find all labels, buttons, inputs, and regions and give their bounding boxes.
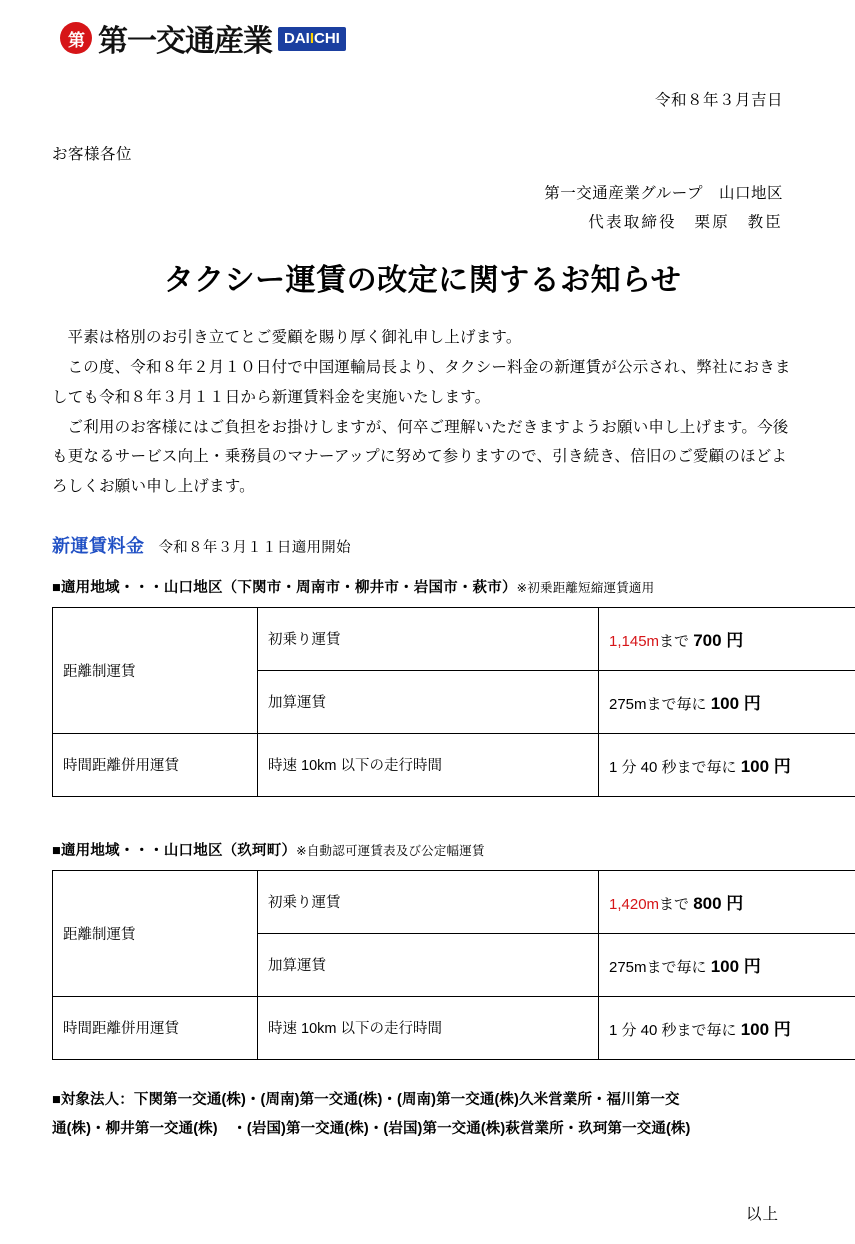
- addressee: お客様各位: [52, 142, 793, 164]
- fare-amount-6: 100 円: [741, 1020, 791, 1039]
- fare-type-distance-1: 距離制運賃: [53, 607, 258, 733]
- fare-amount-1: 700 円: [693, 631, 743, 650]
- company-group-line: 第一交通産業グループ 山口地区: [52, 180, 783, 209]
- table-row: [53, 996, 855, 1059]
- table-row: [53, 733, 855, 796]
- fare-distance-1: 1,145m: [609, 633, 659, 650]
- signer-block: [52, 180, 783, 237]
- body-paragraph-2: この度、令和８年２月１０日付で中国運輸局長より、タクシー料金の新運賃が公示され、弊社におきましても令和８年３月１１日から新運賃料金を実施いたします。: [52, 353, 793, 413]
- section-title: 新運賃料金: [52, 532, 145, 558]
- fare-table-1: [52, 607, 855, 797]
- fare-type-distance-2: 距離制運賃: [53, 870, 258, 996]
- fare-item-initial-1: 初乗り運賃: [258, 607, 599, 670]
- closing-mark: 以上: [52, 1202, 779, 1224]
- page-title: タクシー運賃の改定に関するお知らせ: [52, 255, 793, 299]
- fare-duration-2: 1 分 40 秒: [609, 1022, 677, 1039]
- fare-value-initial-1: [599, 607, 855, 670]
- fare-connector-4: まで: [659, 896, 693, 913]
- fare-distance-4: 1,420m: [609, 896, 659, 913]
- logo-circle-icon: 第: [60, 22, 92, 54]
- fare-connector-5: まで毎に: [647, 959, 711, 976]
- fare-value-additional-2: [599, 933, 855, 996]
- fare-distance-2: 275m: [609, 696, 647, 713]
- fare-table-2: [52, 870, 855, 1060]
- fare-item-additional-1: 加算運賃: [258, 670, 599, 733]
- logo-badge-mid: I: [310, 30, 314, 47]
- fare-connector-3: まで毎に: [677, 759, 741, 776]
- fare-type-time-2: 時間距離併用運賃: [53, 996, 258, 1059]
- body-paragraph-1: 平素は格別のお引き立てとご愛顧を賜り厚く御礼申し上げます。: [52, 323, 793, 353]
- area-note-1: ※初乗距離短縮運賃適用: [517, 581, 655, 595]
- section-subtitle: 令和８年３月１１日適用開始: [159, 536, 351, 557]
- logo-badge-suffix: CHI: [314, 30, 340, 47]
- fare-connector-2: まで毎に: [647, 696, 711, 713]
- fare-amount-4: 800 円: [693, 894, 743, 913]
- fare-distance-5: 275m: [609, 959, 647, 976]
- fare-value-time-2: [599, 996, 855, 1059]
- fare-amount-2: 100 円: [711, 694, 761, 713]
- logo-badge-prefix: DAI: [284, 30, 310, 47]
- fare-connector-6: まで毎に: [677, 1022, 741, 1039]
- fare-value-time-1: [599, 733, 855, 796]
- target-corporations: [52, 1086, 793, 1144]
- area-label-1: ■適用地域・・・山口地区（下関市・周南市・柳井市・岩国市・萩市）: [52, 580, 517, 596]
- fare-amount-3: 100 円: [741, 757, 791, 776]
- fare-connector-1: まで: [659, 633, 693, 650]
- area-note-2: ※自動認可運賃表及び公定幅運賃: [296, 844, 484, 858]
- fare-value-additional-1: [599, 670, 855, 733]
- area-heading-1: [52, 576, 793, 597]
- table-gap: [52, 797, 793, 821]
- area-label-2: ■適用地域・・・山口地区（玖珂町）: [52, 843, 296, 859]
- table-row: [53, 607, 855, 670]
- fare-item-time-1: 時速 10km 以下の走行時間: [258, 733, 599, 796]
- fare-value-initial-2: [599, 870, 855, 933]
- fare-item-time-2: 時速 10km 以下の走行時間: [258, 996, 599, 1059]
- fare-amount-5: 100 円: [711, 957, 761, 976]
- table-row: [53, 870, 855, 933]
- representative-line: 代表取締役 栗原 教臣: [52, 209, 783, 238]
- fare-item-additional-2: 加算運賃: [258, 933, 599, 996]
- body-text: [52, 323, 793, 502]
- corporations-line-1: ■対象法人：下関第一交通(株)・(周南)第一交通(株)・(周南)第一交通(株)久米営業所・福川第一交: [52, 1086, 793, 1115]
- logo-badge: [278, 27, 346, 51]
- body-paragraph-3: ご利用のお客様にはご負担をお掛けしますが、何卒ご理解いただきますようお願い申し上げます。今後も更なるサービス向上・乗務員のマナーアップに努めて参りますので、引き続き、倍旧のご愛顧のほどよろしくお願い申し上げます。: [52, 413, 793, 502]
- company-logo: [60, 18, 793, 58]
- fare-duration-1: 1 分 40 秒: [609, 759, 677, 776]
- fare-type-time-1: 時間距離併用運賃: [53, 733, 258, 796]
- new-fare-section-heading: [52, 532, 793, 558]
- logo-wordmark: 第一交通産業: [98, 16, 272, 60]
- issue-date: 令和８年３月吉日: [52, 88, 783, 110]
- fare-item-initial-2: 初乗り運賃: [258, 870, 599, 933]
- area-heading-2: [52, 839, 793, 860]
- corporations-line-2: 通(株)・柳井第一交通(株) ・(岩国)第一交通(株)・(岩国)第一交通(株)萩営業所・玖珂第一交通(株): [52, 1115, 793, 1144]
